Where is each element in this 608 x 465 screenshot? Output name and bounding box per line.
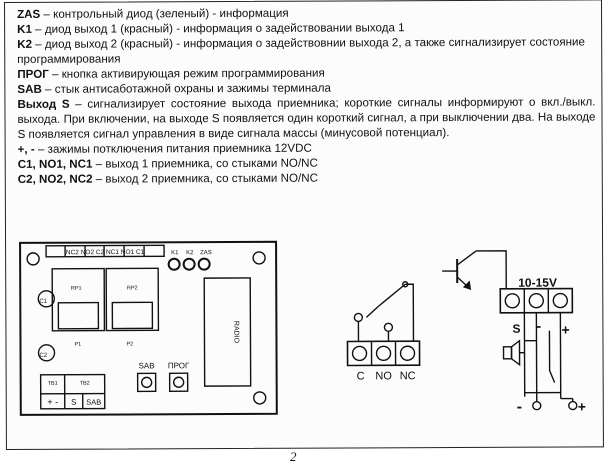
legend-item-output-2: C2, NO2, NC2 – выход 2 приемника, со стыками NO/NC (17, 171, 319, 186)
legend-item-output-1: C1, NO1, NC1 – выход 1 приемника, со стыками NO/NC (17, 156, 318, 171)
legend-item-output-s: Выход S – сигнализирует состояние выхода приемника; короткие сигналы информируют о вкл./выкл. выхода. При включении, на выходе S появляется один короткий сигнал, а при выключении два. На выходе S появляется сигнал управления в виде сигнала массы (минусовой потенциал). (17, 95, 596, 141)
sab-button (138, 373, 156, 391)
top-terminal-labels: NC2 NO2 C2 NC1 NO1 C1 (65, 248, 145, 257)
tb2-label: TB2 (79, 380, 90, 387)
relay-2 (106, 268, 158, 330)
prog-button (170, 373, 188, 391)
voltage-label: 10-15V (518, 275, 557, 290)
relay-2-label: RP2 (126, 285, 138, 292)
radio-label: RADIO (232, 320, 240, 344)
power-terminal-label: + - (47, 396, 59, 407)
sab-terminal-label: SAB (86, 397, 102, 407)
relay-switch-arm (378, 284, 405, 306)
output-minus-label: - (516, 398, 523, 416)
legend-item-zas: ZAS – контрольный диод (зеленый) - информация (17, 6, 289, 21)
siren-icon (504, 347, 512, 359)
supply-diagram (442, 250, 586, 416)
led-k1-icon (169, 259, 180, 270)
relay-terminal-block (347, 341, 419, 365)
legend-item-k1: K1 – диод выход 1 (красный) - информация о задействовании выхода 1 (17, 21, 405, 36)
sab-button-label: SAB (138, 361, 155, 371)
s-output-label: S (512, 321, 521, 336)
output-plus-label: + (577, 398, 586, 415)
p1-label: P1 (74, 341, 82, 348)
radio-module (204, 278, 250, 386)
relay-1-label: RP1 (70, 285, 82, 292)
wiring-diagrams (5, 0, 603, 449)
led-zas-label: ZAS (200, 250, 212, 257)
receiver-board (20, 242, 277, 415)
s-terminal-label: S (71, 397, 77, 407)
prog-button-label: ПРОГ (167, 361, 190, 371)
legend-item-k2: K2 – диод выход 2 (красный) - информация о задействовнии выхода 2, а также сигнализирует состояние программирования (17, 35, 585, 66)
legend-item-power: +, - – зажимы потключения питания приемника 12VDC (17, 141, 312, 156)
mounting-hole-icon (254, 392, 266, 404)
page-number: 2 (290, 449, 297, 464)
relay-label-nc: NC (399, 370, 416, 383)
relay-contact-diagram (347, 282, 419, 383)
supply-minus-label: - (536, 317, 542, 334)
capacitor-c2-label: C2 (39, 352, 48, 359)
supply-terminal-block (500, 289, 572, 313)
manual-page (4, 0, 604, 450)
mounting-hole-icon (253, 252, 265, 264)
led-zas-icon (199, 259, 210, 270)
legend-item-sab: SAB – стык антисаботажной охраны и зажимы терминала (17, 81, 331, 96)
legend-item-prog: ПРОГ – кнопка активирующая режим программирования (17, 66, 325, 81)
led-k2-label: K2 (186, 250, 194, 257)
relay-1 (52, 269, 104, 331)
capacitor-c1-label: C1 (39, 298, 47, 305)
relay-label-c: C (356, 370, 365, 383)
p2-label: P2 (126, 341, 134, 348)
tb1-label: TB1 (47, 380, 58, 387)
supply-plus-label: + (561, 321, 570, 338)
led-k1-label: K1 (171, 250, 179, 257)
relay-label-no: NO (375, 370, 392, 383)
mounting-hole-icon (27, 253, 39, 265)
led-k2-icon (184, 259, 195, 270)
